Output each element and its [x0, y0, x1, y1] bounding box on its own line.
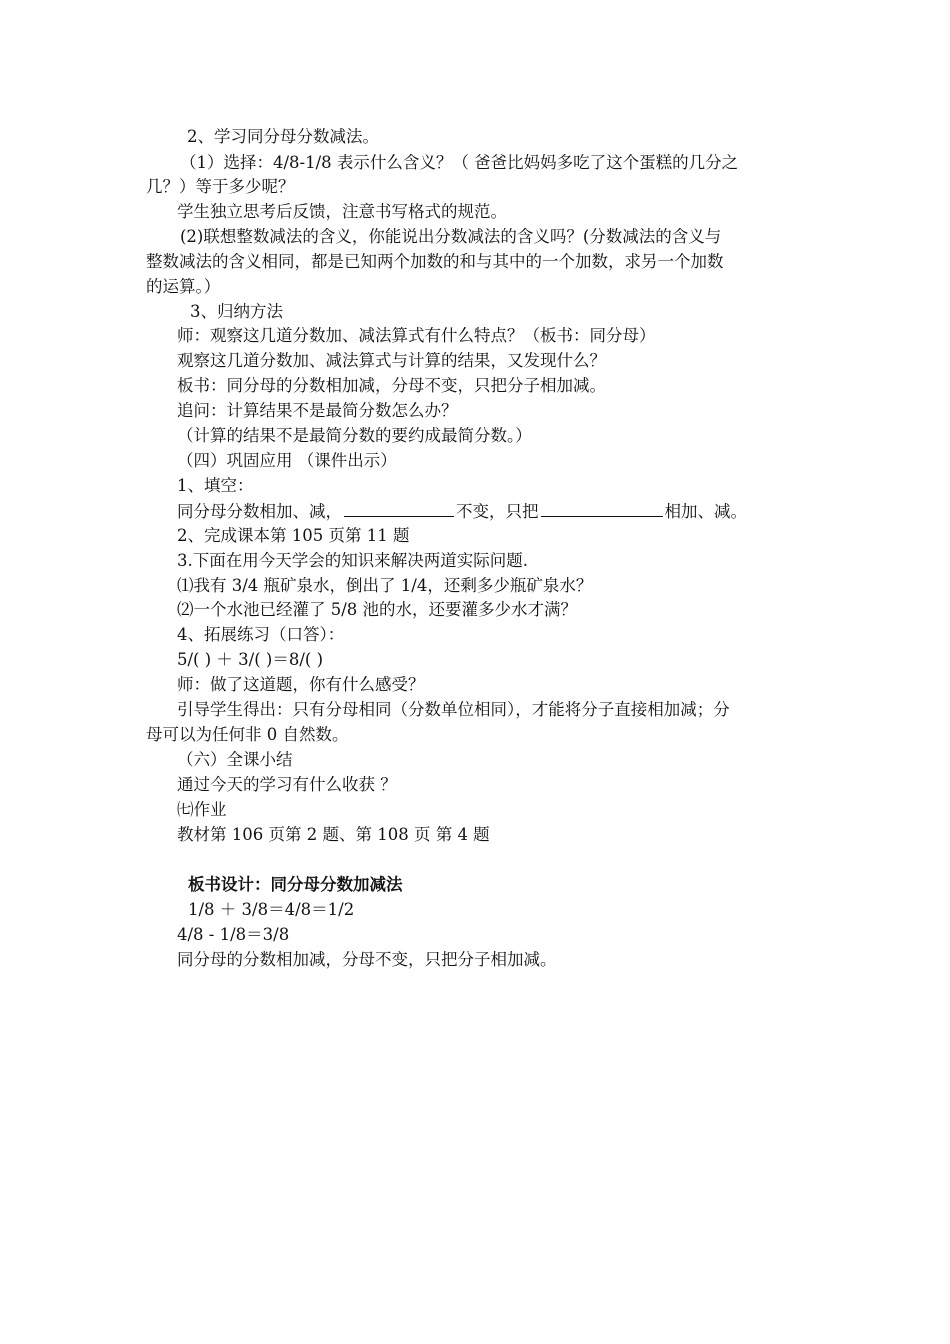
paragraph-line: 几？）等于多少呢？ — [146, 177, 295, 196]
fill-in-text: 不变，只把 — [456, 502, 539, 521]
paragraph-line: 观察这几道分数加、减法算式与计算的结果，又发现什么？ — [177, 351, 606, 370]
section-heading-method: 3、归纳方法 — [190, 302, 283, 321]
answer-blank — [541, 500, 663, 517]
paragraph-line: 教材第 106 页第 2 题、第 108 页 第 4 题 — [177, 825, 490, 844]
paragraph-line: 师：观察这几道分数加、减法算式有什么特点？（板书：同分母） — [177, 326, 656, 345]
paragraph-line: 学生独立思考后反馈，注意书写格式的规范。 — [177, 202, 507, 221]
fill-in-blank-line — [177, 500, 747, 523]
section-heading-subtraction: 2、学习同分母分数减法。 — [187, 127, 379, 146]
paragraph-line: 引导学生得出：只有分母相同（分数单位相同），才能将分子直接相加减；分 — [177, 700, 730, 719]
paragraph-line: (2)联想整数减法的含义，你能说出分数减法的含义吗？(分数减法的含义与 — [180, 227, 722, 246]
paragraph-line: 板书：同分母的分数相加减，分母不变，只把分子相加减。 — [177, 376, 606, 395]
paragraph-line: 4、拓展练习（口答）： — [177, 625, 345, 644]
paragraph-line: 同分母的分数相加减，分母不变，只把分子相加减。 — [177, 950, 557, 969]
paragraph-line: 5/( ) ＋ 3/( )＝8/( ) — [177, 650, 324, 669]
paragraph-line: ⑵一个水池已经灌了 5/8 池的水，还要灌多少水才满？ — [177, 600, 578, 619]
paragraph-line: 1、填空： — [177, 476, 254, 495]
equation-line: 4/8 - 1/8＝3/8 — [177, 925, 290, 944]
paragraph-line: 师：做了这道题，你有什么感受？ — [177, 675, 425, 694]
section-heading-homework: ㈦作业 — [177, 800, 227, 819]
paragraph-line: 2、完成课本第 105 页第 11 题 — [177, 526, 410, 545]
paragraph-line: 整数减法的含义相同，都是已知两个加数的和与其中的一个加数，求另一个加数 — [146, 252, 724, 271]
paragraph-line: 通过今天的学习有什么收获 ？ — [177, 775, 397, 794]
board-design-title: 板书设计：同分母分数加减法 — [188, 875, 403, 894]
fill-in-text: 同分母分数相加、减， — [177, 502, 342, 521]
section-heading-summary: （六）全课小结 — [177, 750, 293, 769]
paragraph-line: （计算的结果不是最简分数的要约成最简分数。） — [177, 426, 532, 445]
paragraph-line: 3.下面在用今天学会的知识来解决两道实际问题. — [177, 551, 528, 570]
paragraph-line: （1）选择：4/8-1/8 表示什么含义？（ 爸爸比妈妈多吃了这个蛋糕的几分之 — [180, 153, 739, 172]
section-heading-practice: （四）巩固应用 （课件出示） — [177, 451, 397, 470]
paragraph-line: 的运算。） — [146, 277, 221, 296]
fill-in-text: 相加、减。 — [664, 502, 747, 521]
paragraph-line: 追问：计算结果不是最简分数怎么办？ — [177, 401, 458, 420]
paragraph-line: 母可以为任何非 0 自然数。 — [146, 725, 349, 744]
equation-line: 1/8 ＋ 3/8＝4/8＝1/2 — [188, 900, 355, 919]
paragraph-line: ⑴我有 3/4 瓶矿泉水，倒出了 1/4，还剩多少瓶矿泉水？ — [177, 576, 593, 595]
answer-blank — [344, 500, 454, 517]
